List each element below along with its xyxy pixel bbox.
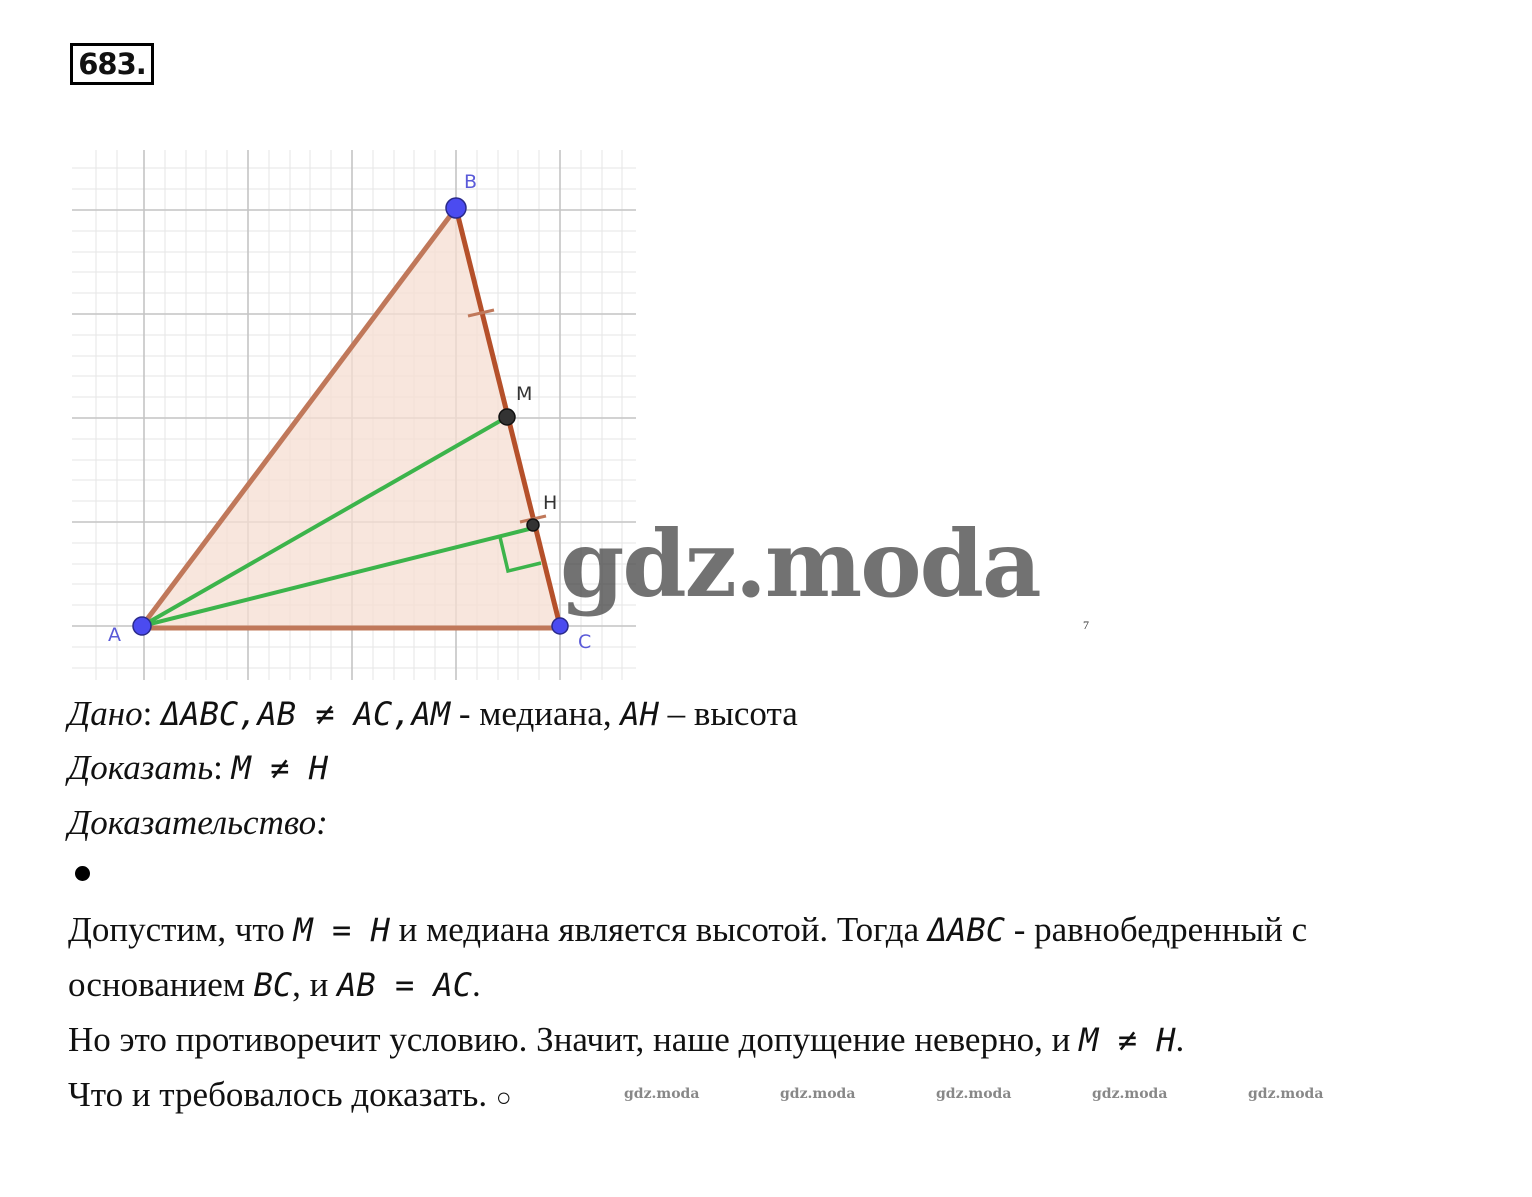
watermark-small: gdz.moda	[1248, 1086, 1324, 1102]
proof-text: Что и требовалось доказать.	[68, 1075, 496, 1114]
label-c: C	[578, 631, 592, 653]
proof-text: , и	[292, 965, 338, 1004]
prove-line	[68, 748, 328, 788]
proof-text: .	[1175, 1020, 1185, 1059]
proof-text: Допустим, что	[68, 910, 294, 949]
prove-math: M ≠ H	[231, 749, 328, 787]
proof-math: AB = AC	[337, 966, 473, 1004]
given-text-2: – высота	[658, 694, 798, 733]
vertex-b	[446, 198, 466, 218]
given-line	[68, 694, 798, 734]
given-text-1: - медиана,	[450, 694, 621, 733]
watermark-small: gdz.moda	[1092, 1086, 1168, 1102]
stray-mark: 7	[1083, 618, 1089, 632]
proof-line-3	[68, 1020, 1184, 1060]
watermark-small: gdz.moda	[780, 1086, 856, 1102]
label-a: A	[108, 624, 121, 646]
watermark-logo: gdz.moda	[560, 510, 1040, 618]
point-h	[527, 519, 539, 531]
problem-number: 683.	[70, 43, 154, 85]
proof-math: M ≠ H	[1079, 1021, 1176, 1059]
proof-text: Но это противоречит условию. Значит, наше допущение неверно, и	[68, 1020, 1080, 1059]
proof-line-4	[68, 1075, 512, 1115]
proof-text: - равнобедренный с	[1004, 910, 1308, 949]
proof-math: BC	[253, 966, 293, 1004]
proof-text: и медиана является высотой. Тогда	[389, 910, 928, 949]
given-label: Дано	[68, 694, 143, 733]
proof-line-2	[68, 965, 481, 1005]
triangle-fill	[142, 208, 560, 626]
given-math-2: AH	[620, 695, 659, 733]
label-h: H	[543, 492, 558, 514]
given-colon: :	[142, 694, 153, 733]
watermark-small: gdz.moda	[624, 1086, 700, 1102]
point-m	[499, 409, 515, 425]
vertex-c	[552, 618, 568, 634]
proof-math: ΔABC	[927, 911, 1005, 949]
proof-line-1	[68, 910, 1307, 950]
proof-label: Доказательство:	[68, 803, 328, 842]
proof-text: .	[472, 965, 481, 1004]
vertex-a	[133, 617, 151, 635]
proof-math: M = H	[293, 911, 390, 949]
label-b: B	[464, 171, 478, 193]
label-m: M	[516, 383, 533, 405]
prove-colon: :	[213, 748, 223, 787]
prove-label: Доказать	[68, 748, 214, 787]
given-math-1: ΔABC,AB ≠ AC,AM	[161, 695, 451, 733]
watermark-small: gdz.moda	[936, 1086, 1012, 1102]
proof-text: основанием	[68, 965, 254, 1004]
qed-symbol: ○	[495, 1083, 512, 1112]
bullet-icon	[75, 866, 90, 881]
